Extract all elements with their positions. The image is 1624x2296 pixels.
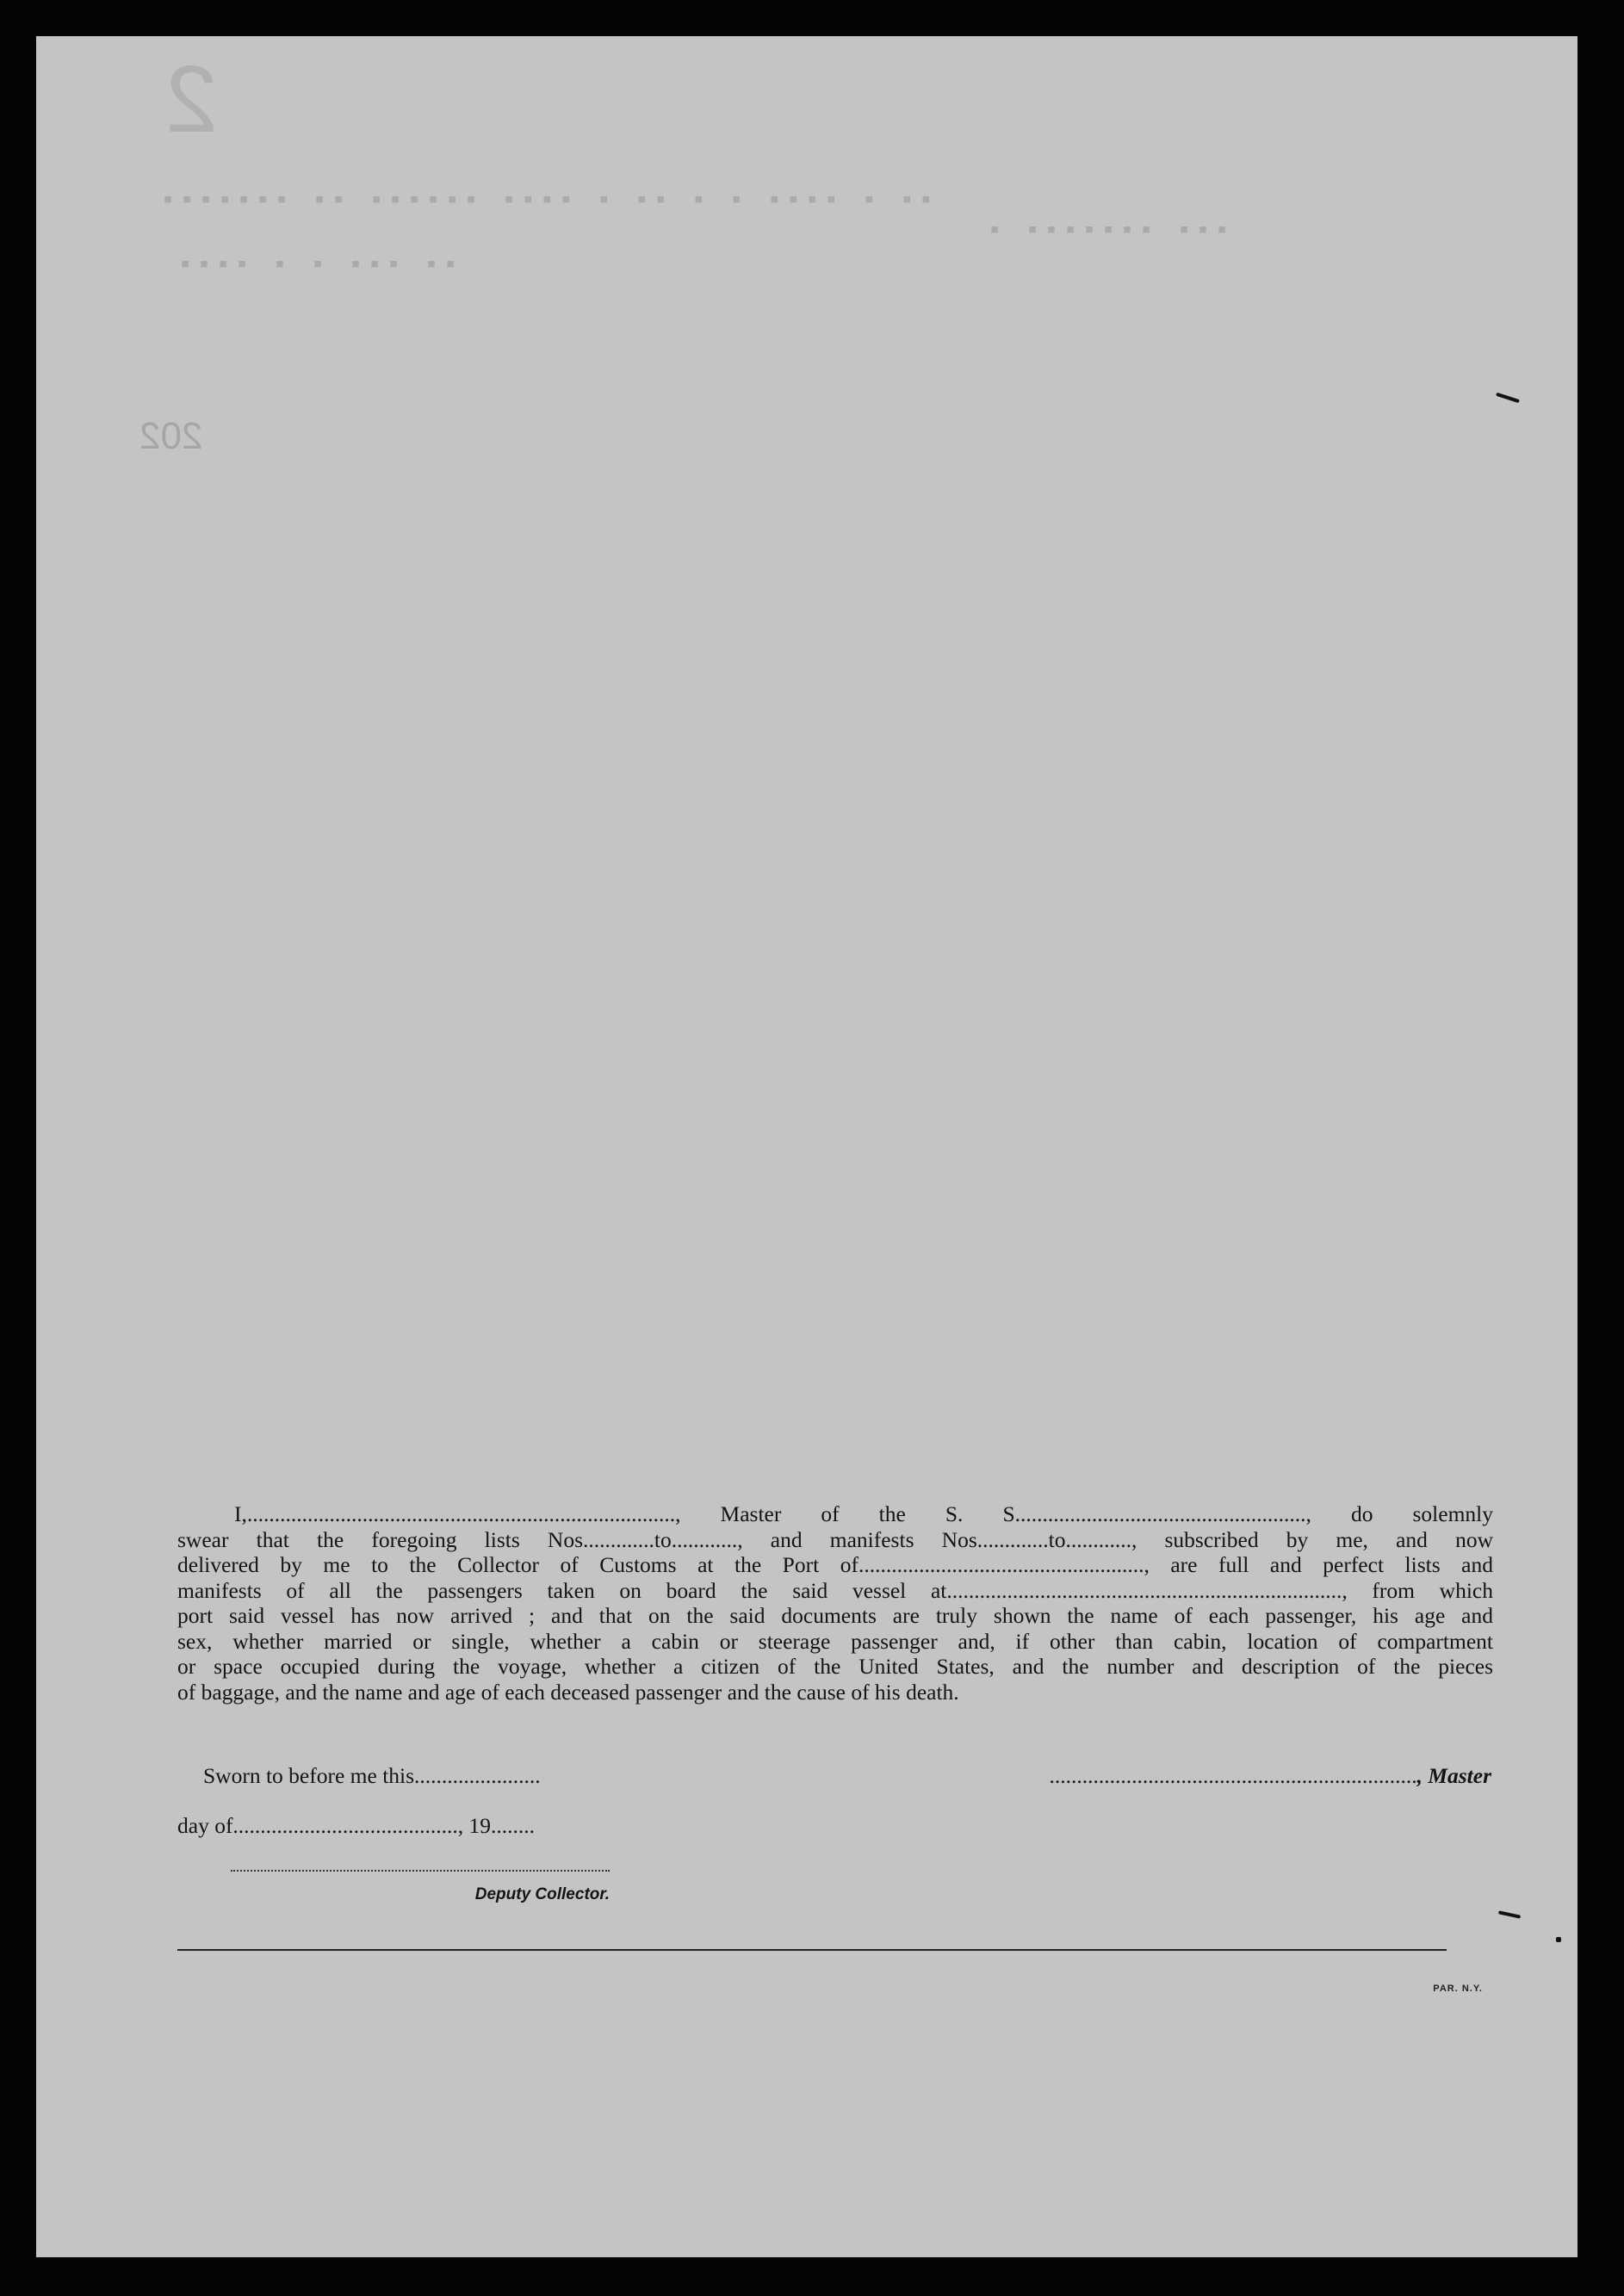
printer-mark: PAR. N.Y. bbox=[1433, 1983, 1483, 1994]
master-label: , Master bbox=[1416, 1763, 1491, 1788]
oath-line: or space occupied during the voyage, whether a citizen of the United States, and the number and description of the pieces bbox=[177, 1654, 1493, 1679]
oath-line: port said vessel has now arrived ; and that on the said documents are truly shown the name of each passenger, his age and bbox=[177, 1603, 1493, 1628]
oath-line: swear that the foregoing lists Nos.............to............, and manifests Nos.............to............, subscribed by me, and now bbox=[177, 1526, 1493, 1552]
day-of-text: day of........................................., 19........ bbox=[177, 1813, 536, 1838]
bleed-through-mark: 2 bbox=[165, 46, 219, 152]
oath-line: sex, whether married or single, whether a cabin or steerage passenger and, if other than cabin, location of compartment bbox=[177, 1628, 1493, 1654]
master-oath-paragraph bbox=[177, 1501, 1493, 1705]
horizontal-rule bbox=[177, 1949, 1447, 1951]
sworn-before-text: Sworn to before me this....................... bbox=[203, 1763, 541, 1788]
scan-mark bbox=[1556, 1937, 1561, 1942]
oath-line: of baggage, and the name and age of each deceased passenger and the cause of his death. bbox=[177, 1679, 959, 1705]
deputy-collector-label: Deputy Collector. bbox=[474, 1885, 610, 1903]
scan-mark bbox=[1498, 1910, 1521, 1918]
bleed-through-text: ▪▪▪ ▪▪▪▪▪▪▪ ▪ bbox=[983, 217, 1230, 246]
scan-mark bbox=[1496, 393, 1520, 403]
bleed-through-text: ▪▪ ▪ ▪▪▪▪ ▪ ▪ ▪▪ ▪ ▪▪▪▪ ▪▪▪▪▪▪ ▪▪ ▪▪▪▪▪▪▪ bbox=[157, 187, 934, 216]
master-signature bbox=[928, 1763, 1491, 1789]
oath-line: manifests of all the passengers taken on board the said vessel at........................................................................, from which bbox=[177, 1577, 1493, 1603]
document-page bbox=[36, 36, 1578, 2257]
oath-line: I,.............................................................................., Master of the S. S....................................................., do solemnly bbox=[234, 1501, 1493, 1526]
bleed-through-number: 202 bbox=[139, 415, 203, 457]
deputy-signature-line bbox=[231, 1870, 610, 1872]
bleed-through-text: ▪▪ ▪▪▪ ▪ ▪ ▪▪▪▪ bbox=[174, 251, 459, 281]
oath-line: delivered by me to the Collector of Customs at the Port of...................................................., are full and perfect lists and bbox=[177, 1552, 1493, 1577]
master-signature-line: ................................................................... bbox=[1049, 1763, 1417, 1788]
